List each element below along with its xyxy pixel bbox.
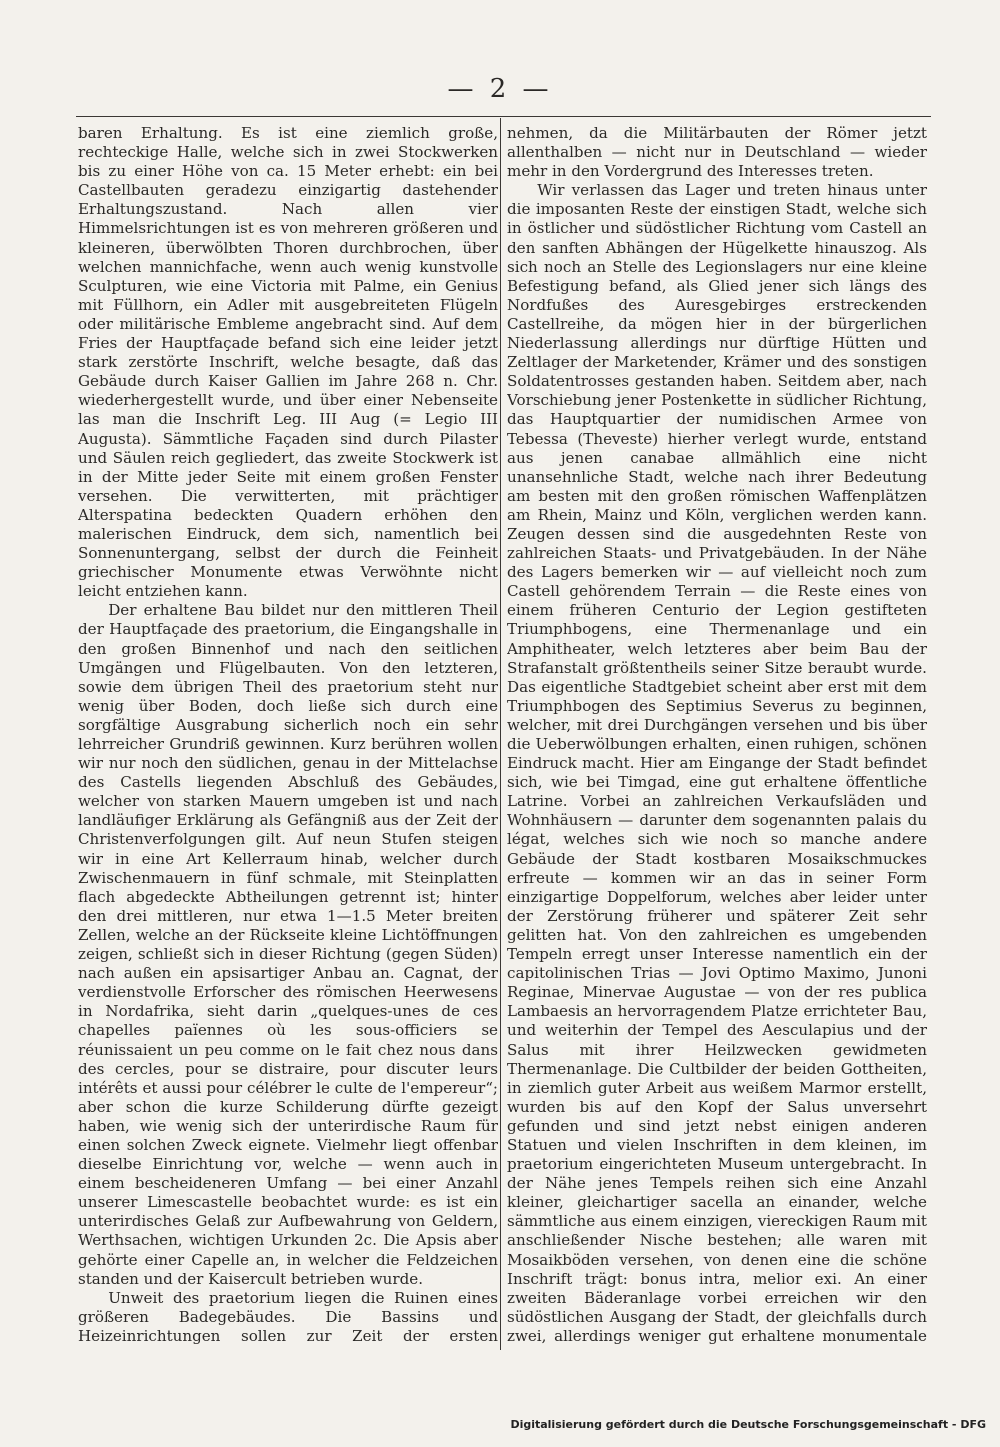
page-number: — 2 — [447, 74, 553, 104]
paragraph: nehmen, da die Militärbauten der Römer jetzt allenthalben — nicht nur in Deutschland — wieder mehr in den Vordergrund des Interesses treten. [507, 124, 927, 181]
left-column [78, 124, 498, 1344]
footer-credit: Digitalisierung gefördert durch die Deutsche Forschungsgemeinschaft - DFG [510, 1418, 986, 1431]
paragraph: Unweit des praetorium liegen die Ruinen eines größeren Badegebäudes. Die Bassins und Heizeinrichtungen sollen zur Zeit der ersten [78, 1288, 498, 1344]
header-rule [76, 116, 931, 117]
paragraph: Wir verlassen das Lager und treten hinaus unter die imposanten Reste der einstigen Stadt, welche sich in östlicher und südöstlicher Richtung vom Castell an den sanften Abhängen der Hügelkette hinauszog. Als sich noch an Stelle des Legionslagers nur eine kleine Befestigung befand, als Glied jener sich längs des Nordfußes des Auresgebirges erstreckenden Castellreihe, da mögen hier in der bürgerlichen Niederlassung allerdings nur dürftige Hütten und Zeltlager der Marketender, Krämer und des sonstigen Soldatentrosses gestanden haben. Seitdem aber, nach Vorschiebung jener Postenkette in südlicher Richtung, das Hauptquartier der numidischen Armee von Tebessa (Theveste) hierher verlegt wurde, entstand aus jenen canabae allmählich eine nicht unansehnliche Stadt, welche nach ihrer Bedeutung am besten mit den großen römischen Waffenplätzen am Rhein, Mainz und Köln, verglichen werden kann. Zeugen dessen sind die ausgedehnten Reste von zahlreichen Staats- und Privatgebäuden. In der Nähe des Lagers bemerken wir — auf vielleicht noch zum Castell gehörendem Terrain — die Reste eines von einem früheren Centurio der Legion gestifteten Triumphbogens, eine Thermenanlage und ein Amphitheater, welch letzteres aber beim Bau der Strafanstalt größtentheils seiner Sitze beraubt wurde. Das eigentliche Stadtgebiet scheint aber erst mit dem Triumphbogen des Septimius Severus zu beginnen, welcher, mit drei Durchgängen versehen und bis über die Ueberwölbungen erhalten, einen ruhigen, schönen Eindruck macht. Hier am Eingange der Stadt befindet sich, wie bei Timgad, eine gut erhaltene öffentliche Latrine. Vorbei an zahlreichen Verkaufsläden und Wohnhäusern — darunter dem sogenannten palais du légat, welches sich wie noch so manche andere Gebäude der Stadt kostbaren Mosaikschmuckes erfreute — kommen wir an das in seiner Form einzigartige Doppelforum, welches aber leider unter der Zerstörung früherer und späterer Zeit sehr gelitten hat. Von den zahlreichen es umgebenden Tempeln erregt unser Interesse namentlich ein der capitolinischen Trias — Jovi Optimo Maximo, Junoni Reginae, Minervae Augustae — von der res publica Lambaesis an hervorragendem Platze errichteter Bau, und weiterhin der Tempel des Aesculapius und der Salus mit ihrer Heilzwecken gewidmeten Thermenanlage. Die Cultbilder der beiden Gottheiten, in ziemlich guter Arbeit aus weißem Marmor erstellt, wurden bis auf den Kopf der Salus unversehrt gefunden und sind jetzt nebst einigen anderen Statuen und vielen Inschriften in dem kleinen, im praetorium eingerichteten Museum untergebracht. In der Nähe jenes Tempels reihen sich eine Anzahl kleiner, gleichartiger sacella an einander, welche sämmtliche aus einem einzigen, viereckigen Raum mit anschließender Nische bestehen; alle waren mit Mosaikböden versehen, von denen eine die schöne Inschrift trägt: bonus intra, melior exi. An einer zweiten Bäderanlage vorbei erreichen wir den südöstlichen Ausgang der Stadt, der gleichfalls durch zwei, allerdings weniger gut erhaltene monumentale [507, 181, 927, 1344]
column-divider [500, 118, 501, 1350]
right-column [507, 124, 927, 1344]
paragraph: Der erhaltene Bau bildet nur den mittleren Theil der Hauptfaçade des praetorium, die Eingangshalle in den großen Binnenhof und nach den seitlichen Umgängen und Flügelbauten. Von den letzteren, sowie dem übrigen Theil des praetorium steht nur wenig über Boden, doch ließe sich durch eine sorgfältige Ausgrabung sicherlich noch ein sehr lehrreicher Grundriß gewinnen. Kurz berühren wollen wir nur noch den südlichen, genau in der Mittelachse des Castells liegenden Abschluß des Gebäudes, welcher von starken Mauern umgeben ist und nach landläufiger Erklärung als Gefängniß aus der Zeit der Christenverfolgungen gilt. Auf neun Stufen steigen wir in eine Art Kellerraum hinab, welcher durch Zwischenmauern in fünf schmale, mit Steinplatten flach abgedeckte Abtheilungen getrennt ist; hinter den drei mittleren, nur etwa 1—1.5 Meter breiten Zellen, welche an der Rückseite kleine Lichtöffnungen zeigen, schließt sich in dieser Richtung (gegen Süden) nach außen ein apsisartiger Anbau an. Cagnat, der verdienstvolle Erforscher des römischen Heerwesens in Nordafrika, sieht darin „quelques-unes de ces chapelles païennes où les sous-officiers se réunissaient un peu comme on le fait chez nous dans des cercles, pour se distraire, pour discuter leurs intérêts et aussi pour célébrer le culte de l'empereur“; aber schon die kurze Schilderung dürfte gezeigt haben, wie wenig sich der unterirdische Raum für einen solchen Zweck eignete. Vielmehr liegt offenbar dieselbe Einrichtung vor, welche — wenn auch in einem bescheideneren Umfang — bei einer Anzahl unserer Limescastelle beobachtet wurde: es ist ein unterirdisches Gelaß zur Aufbewahrung von Geldern, Werthsachen, wichtigen Urkunden 2c. Die Apsis aber gehörte einer Capelle an, in welcher die Feldzeichen standen und der Kaisercult betrieben wurde. [78, 601, 498, 1288]
paragraph: baren Erhaltung. Es ist eine ziemlich große, rechteckige Halle, welche sich in zwei Stockwerken bis zu einer Höhe von ca. 15 Meter erhebt: ein bei Castellbauten geradezu einzigartig dastehender Erhaltungszustand. Nach allen vier Himmelsrichtungen ist es von mehreren größeren und kleineren, überwölbten Thoren durchbrochen, über welchen mannichfache, wenn auch wenig kunstvolle Sculpturen, wie eine Victoria mit Palme, ein Genius mit Füllhorn, ein Adler mit ausgebreiteten Flügeln oder militärische Embleme angebracht sind. Auf dem Fries der Hauptfaçade befand sich eine leider jetzt stark zerstörte Inschrift, welche besagte, daß das Gebäude durch Kaiser Gallien im Jahre 268 n. Chr. wiederhergestellt wurde, und über einer Nebenseite las man die Inschrift Leg. III Aug (= Legio III Augusta). Sämmtliche Façaden sind durch Pilaster und Säulen reich gegliedert, das zweite Stockwerk ist in der Mitte jeder Seite mit einem großen Fenster versehen. Die verwitterten, mit prächtiger Alterspatina bedeckten Quadern erhöhen den malerischen Eindruck, dem sich, namentlich bei Sonnenuntergang, selbst der durch die Feinheit griechischer Monumente etwas Verwöhnte nicht leicht entziehen kann. [78, 124, 498, 601]
